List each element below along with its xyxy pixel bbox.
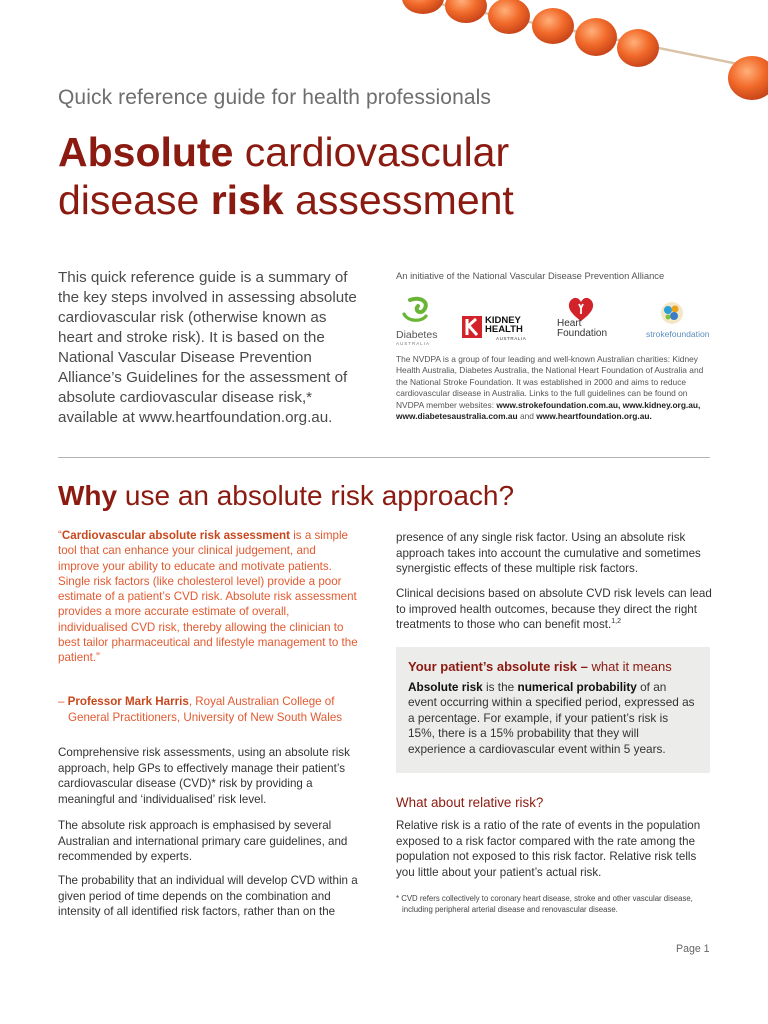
link-heart-foundation[interactable]: www.heartfoundation.org.au.: [536, 411, 652, 422]
diabetes-swirl-icon: [396, 296, 452, 326]
body-paragraph: presence of any single risk factor. Using an absolute risk approach takes into account the cumulative and sometimes synergistic effects of these multiple risk factors.: [396, 531, 701, 576]
reference-superscript: 1,2: [611, 618, 621, 626]
heart-logo-text: [557, 319, 607, 339]
callout-bold-term: numerical probability: [517, 680, 637, 694]
body-paragraph: Comprehensive risk assessments, using an absolute risk approach, help GPs to effectively manage their patient’s cardiovascular disease (CVD)* risk by providing a meaningful and ‘individualised’ risk level.: [58, 746, 350, 806]
section-divider: [58, 457, 710, 458]
callout-bold-term: Absolute risk: [408, 680, 483, 694]
heart-foundation-logo: [556, 294, 620, 346]
body-paragraph: The absolute risk approach is emphasised by several Australian and international primary care guidelines, and recommended by experts.: [58, 819, 348, 864]
kidney-logo-line2: HEALTH: [485, 324, 523, 335]
callout-text-part: is the: [482, 680, 518, 694]
quote-attribution: [58, 694, 368, 725]
attribution-name: Professor Mark Harris: [67, 695, 189, 708]
nvdpa-text: The NVDPA is a group of four leading and well-known Australian charities: Kidney Health Australia, Diabetes Australia, the National Heart Foundation of Australia and the National Stroke Foundation. It was established in 2000 and aims to reduce cardiovascular disease in Australia. Links to the full guidelines can be found on NVDPA member websites:: [396, 354, 704, 410]
link-member-sites[interactable]: www.strokefoundation.com.au, www.kidney.org.au,: [496, 399, 701, 410]
kidney-health-logo: [462, 316, 542, 346]
abacus-beads-decoration: [0, 0, 768, 140]
kidney-logo-line1: KIDNEY: [485, 315, 521, 326]
stroke-foundation-logo: [646, 300, 716, 346]
kidney-logo-text: [485, 316, 523, 334]
section-heading: [58, 480, 514, 512]
heart-logo-line1: Heart: [557, 318, 582, 329]
partner-logos: [396, 292, 712, 348]
alliance-initiative-label: An initiative of the National Vascular Disease Prevention Alliance: [396, 270, 665, 281]
bead-group: [402, 0, 768, 100]
relative-risk-paragraph: Relative risk is a ratio of the rate of events in the population exposed to a risk factor compared with the rate among the population not exposed to this risk factor. Relative risk tells you little about your patient’s actual risk.: [396, 819, 701, 879]
section-heading-bold: Why: [58, 480, 118, 511]
page-number: Page 1: [676, 943, 710, 955]
kidney-logo-subtext: AUSTRALIA: [496, 336, 527, 341]
title-bold-absolute: Absolute: [58, 129, 234, 175]
quote-mark: “: [58, 529, 62, 542]
callout-title: [408, 659, 698, 674]
link-diabetes-australia[interactable]: www.diabetesaustralia.com.au: [396, 411, 518, 422]
body-paragraph: The probability that an individual will develop CVD within a given period of time depends on the combination and intensity of all identified risk factors, rather than on the: [58, 874, 358, 919]
diabetes-logo-subtext: AUSTRALIA: [396, 341, 431, 346]
cvd-footnote: * CVD refers collectively to coronary heart disease, stroke and other vascular disease, including peripheral arterial disease and renovascular disease.: [396, 894, 693, 914]
quote-bold: Cardiovascular absolute risk assessment: [61, 529, 290, 542]
heart-logo-line2: Foundation: [557, 328, 608, 339]
callout-text: [408, 680, 698, 757]
attribution-dash: –: [58, 695, 68, 708]
nvdpa-description: [396, 354, 712, 422]
callout-title-bold: Your patient’s absolute risk –: [408, 659, 588, 674]
relative-risk-heading: What about relative risk?: [396, 795, 544, 810]
callout-title-light: what it means: [587, 659, 672, 674]
quote-text: is a simple tool that can enhance your clinical judgement, and improve your ability to educate and motivate patients. Single risk factors (like cholesterol level) provide a poor estimate of a patient’s CVD risk. Absolute risk assessment provides a more accurate estimate of overall, individualised CVD risk, thereby allowing the clinician to best tailor pharmaceutical and lifestyle management to the patient.”: [58, 529, 358, 665]
expert-quote: [58, 528, 358, 666]
nvdpa-and: and: [517, 411, 537, 422]
diabetes-australia-logo: [396, 296, 452, 346]
callout-text-part: of an event occurring within a specified period, expressed as a percentage. For example, if your patient’s risk is 15%, there is a 15% probability that they will experience a cardiovascular event within 5 years.: [408, 680, 695, 756]
stroke-brain-icon: [659, 300, 685, 326]
absolute-risk-callout: [396, 647, 710, 773]
intro-paragraph: This quick reference guide is a summary of the key steps involved in assessing absolute cardiovascular risk (otherwise known as heart and stroke risk). It is based on the National Vascular Disease Prevention Alliance’s Guidelines for the assessment of absolute cardiovascular disease risk,* available at www.heartfoundation.org.au.: [58, 269, 357, 426]
title-text: assessment: [283, 177, 514, 223]
body-paragraph: [396, 586, 712, 633]
title-text: disease: [58, 177, 211, 223]
body-text: Clinical decisions based on absolute CVD risk levels can lead to improved health outcomes, because they direct the right treatments to those who can benefit most.: [396, 587, 712, 632]
stroke-logo-text: strokefoundation: [646, 329, 710, 339]
diabetes-logo-text: Diabetes: [396, 329, 438, 341]
page-title: [58, 128, 514, 224]
title-text: cardiovascular: [233, 129, 510, 175]
attribution-affiliation: , Royal Australian College of General Practitioners, University of New South Wales: [68, 695, 343, 724]
kidney-k-icon: [462, 316, 482, 338]
section-heading-text: use an absolute risk approach?: [117, 480, 515, 511]
guide-subtitle: Quick reference guide for health professionals: [58, 86, 492, 109]
title-bold-risk: risk: [210, 177, 284, 223]
